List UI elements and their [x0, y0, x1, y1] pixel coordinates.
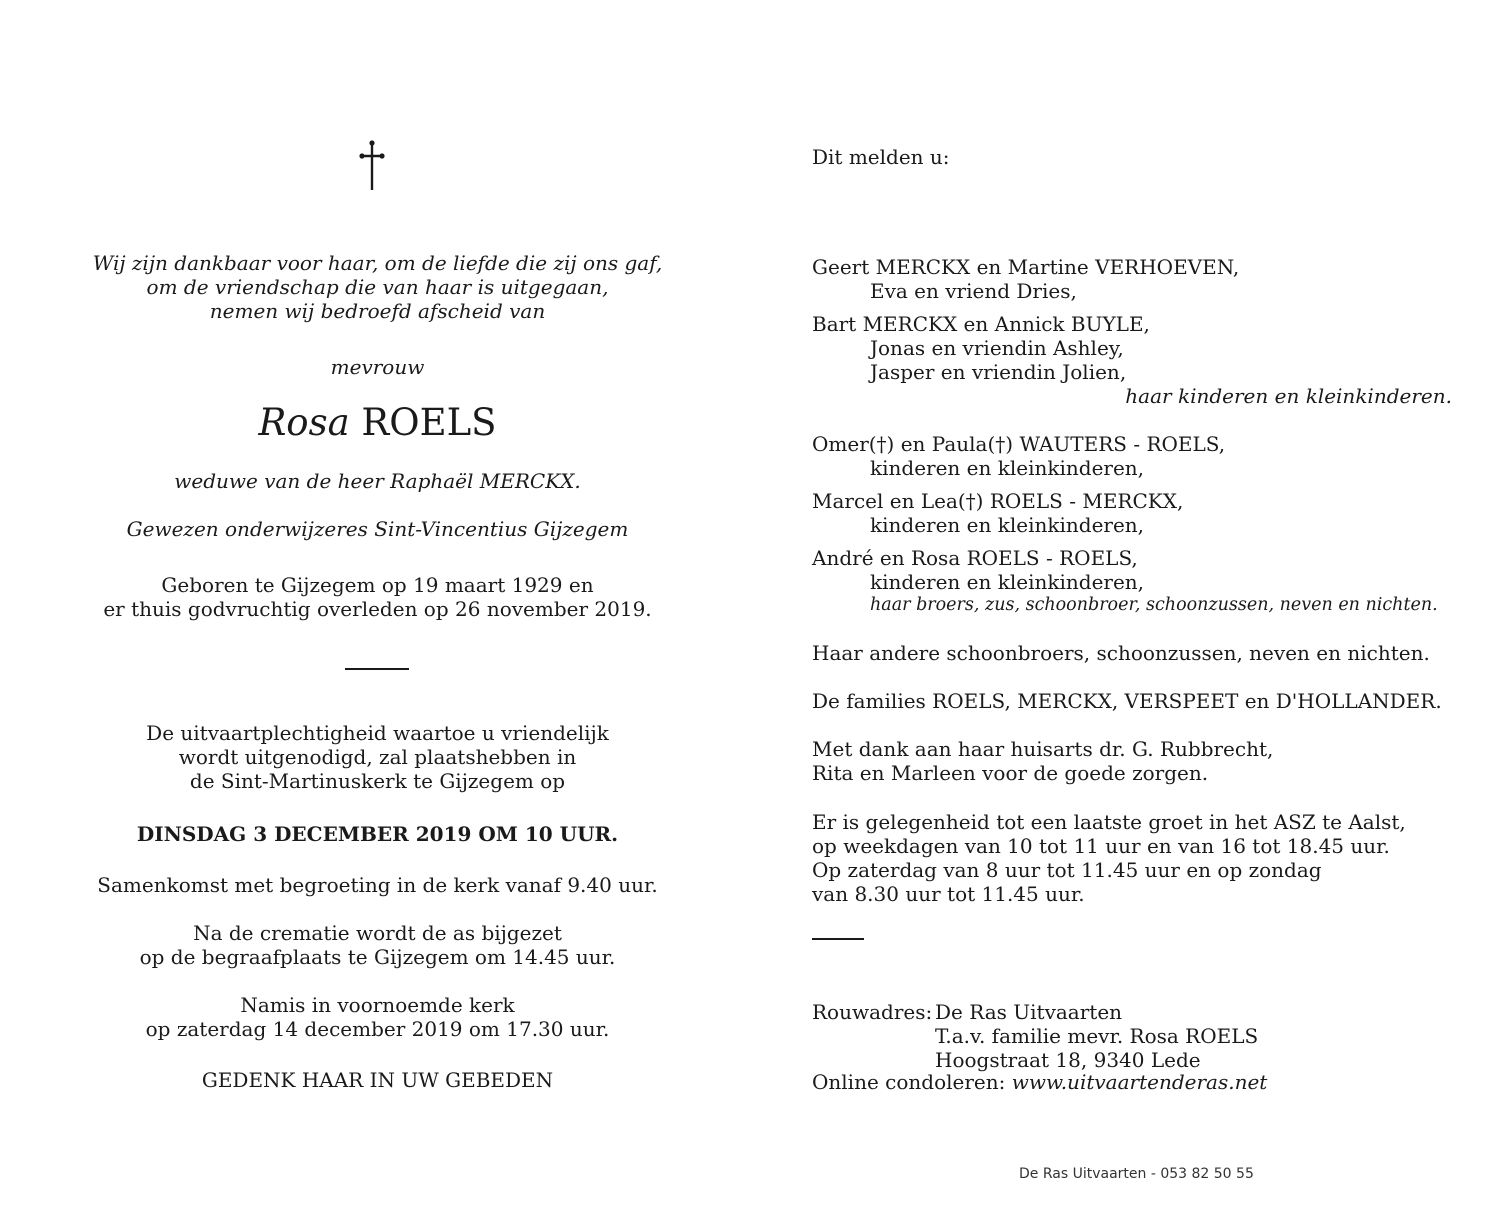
visit-line: op weekdagen van 10 tot 11 uur en van 16 tot 18.45 uur. [812, 834, 1390, 858]
family-line: Jonas en vriendin Ashley, [870, 336, 1124, 360]
divider [812, 938, 864, 940]
online-url: www.uitvaartenderas.net [1011, 1070, 1268, 1094]
family-line: André en Rosa ROELS - ROELS, [812, 546, 1138, 570]
funeral-date: DINSDAG 3 DECEMBER 2019 OM 10 UUR. [136, 822, 619, 846]
family-line: kinderen en kleinkinderen, [870, 513, 1145, 537]
address-line: T.a.v. familie mevr. Rosa ROELS [935, 1024, 1259, 1048]
footer-credit: De Ras Uitvaarten - 053 82 50 55 [1019, 1166, 1254, 1182]
last-name: ROELS [361, 401, 497, 444]
family-line: kinderen en kleinkinderen, [870, 570, 1145, 594]
announce-line: Dit melden u: [812, 145, 950, 169]
intro-line: nemen wij bedroefd afscheid van [209, 299, 546, 323]
visit-line: van 8.30 uur tot 11.45 uur. [812, 882, 1085, 906]
widow-line: weduwe van de heer Raphaël MERCKX. [174, 469, 581, 493]
mass-line: Namis in voornoemde kerk [240, 993, 515, 1017]
visit-line: Er is gelegenheid tot een laatste groet in het ASZ te Aalst, [812, 810, 1406, 834]
online-condolence [812, 1070, 1267, 1095]
gathering-line: Samenkomst met begroeting in de kerk vanaf 9.40 uur. [97, 873, 658, 897]
visit-line: Op zaterdag van 8 uur tot 11.45 uur en op zondag [812, 858, 1322, 882]
cremation-line: Na de crematie wordt de as bijgezet [193, 921, 562, 945]
first-name: Rosa [258, 401, 350, 444]
family-line: Eva en vriend Dries, [870, 279, 1077, 303]
intro-line: om de vriendschap die van haar is uitgegaan, [146, 275, 609, 299]
cremation-line: op de begraafplaats te Gijzegem om 14.45 uur. [139, 945, 616, 969]
children-role: haar kinderen en kleinkinderen. [1125, 384, 1452, 408]
thanks-line: Met dank aan haar huisarts dr. G. Rubbrecht, [812, 737, 1274, 761]
divider [345, 668, 409, 670]
family-line: Jasper en vriendin Jolien, [870, 360, 1127, 384]
invite-line: wordt uitgenodigd, zal plaatshebben in [178, 745, 577, 769]
intro-line: Wij zijn dankbaar voor haar, om de liefde die zij ons gaf, [92, 251, 663, 275]
mass-line: op zaterdag 14 december 2019 om 17.30 uur. [145, 1017, 610, 1041]
online-label: Online condoleren: [812, 1070, 1006, 1094]
invite-line: de Sint-Martinuskerk te Gijzegem op [189, 769, 566, 793]
family-line: Bart MERCKX en Annick BUYLE, [812, 312, 1150, 336]
family-line: Geert MERCKX en Martine VERHOEVEN, [812, 255, 1240, 279]
address-line: De Ras Uitvaarten [935, 1000, 1123, 1024]
address-label: Rouwadres: [812, 1000, 933, 1024]
remember-line: GEDENK HAAR IN UW GEBEDEN [201, 1068, 554, 1092]
others-line: Haar andere schoonbroers, schoonzussen, neven en nichten. [812, 641, 1430, 665]
profession-line: Gewezen onderwijzeres Sint-Vincentius Gijzegem [126, 517, 629, 541]
born-line: er thuis godvruchtig overleden op 26 november 2019. [103, 597, 652, 621]
family-line: Marcel en Lea(†) ROELS - MERCKX, [812, 489, 1184, 513]
invite-line: De uitvaartplechtigheid waartoe u vriendelijk [146, 721, 609, 745]
born-line: Geboren te Gijzegem op 19 maart 1929 en [161, 573, 594, 597]
family-line: kinderen en kleinkinderen, [870, 456, 1145, 480]
siblings-role: haar broers, zus, schoonbroer, schoonzussen, neven en nichten. [870, 595, 1438, 615]
family-line: Omer(†) en Paula(†) WAUTERS - ROELS, [812, 432, 1226, 456]
families-line: De families ROELS, MERCKX, VERSPEET en D'HOLLANDER. [812, 689, 1442, 713]
title-prefix: mevrouw [330, 355, 425, 379]
address-line: Hoogstraat 18, 9340 Lede [935, 1048, 1201, 1072]
deceased-name [75, 401, 680, 445]
thanks-line: Rita en Marleen voor de goede zorgen. [812, 761, 1209, 785]
